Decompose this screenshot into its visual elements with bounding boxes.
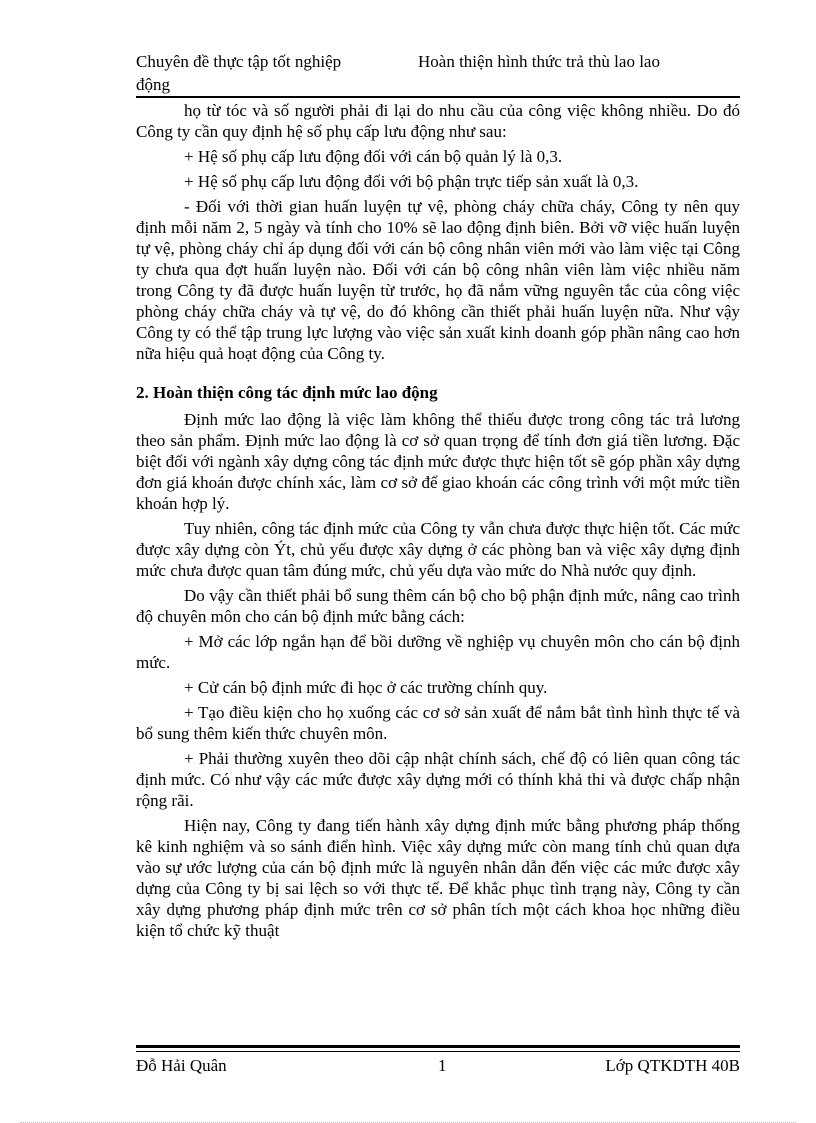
footer-author: Đỗ Hải Quân — [136, 1056, 227, 1075]
bullet-paragraph: + Tạo điều kiện cho họ xuống các cơ sở sản xuất để nắm bắt tình hình thực tế và bổ sung thêm kiến thức chuyên môn. — [136, 703, 740, 743]
section-heading: 2. Hoàn thiện công tác định mức lao động — [136, 383, 438, 402]
header-rule — [136, 96, 740, 98]
header-wrap-text: động — [136, 75, 170, 94]
document-body — [136, 100, 740, 941]
paragraph: họ từ tóc và số người phải đi lại do nhu cầu của công việc không nhiều. Do đó Công ty cần quy định hệ số phụ cấp lưu động như sau: — [136, 101, 740, 141]
page-number: 1 — [438, 1056, 447, 1075]
paragraph: Do vậy cần thiết phải bổ sung thêm cán bộ cho bộ phận định mức, nâng cao trình độ chuyên môn cho cán bộ định mức bằng cách: — [136, 586, 740, 626]
footer-class: Lớp QTKDTH 40B — [605, 1056, 740, 1075]
bullet-paragraph: + Phải thường xuyên theo dõi cập nhật chính sách, chế độ có liên quan công tác định mức. Có như vậy các mức được xây dựng mới có thính khả thi và được chấp nhận rộng rãi. — [136, 749, 740, 810]
bullet-paragraph: + Hệ số phụ cấp lưu động đối với cán bộ quản lý là 0,3. — [184, 147, 563, 166]
header-right-title: Hoàn thiện hình thức trả thù lao lao — [418, 52, 660, 71]
paragraph: - Đối với thời gian huấn luyện tự vệ, phòng cháy chữa cháy, Công ty nên quy định mỗi năm 2, 5 ngày và tính cho 10% sẽ lao động định biên. Bởi vỡ việc huấn luyện tự vệ, phòng cháy chỉ áp dụng đối với cán bộ công nhân viên mới vào làm việc tại Công ty chưa qua đợt huấn luyện nào. Đối với cán bộ công nhân viên làm việc nhiều năm trong Công ty đã được huấn luyện từ trước, họ đã nắm vững nguyên tắc của công việc phòng cháy chữa cháy và tự vệ, do đó không cần thiết phải huấn luyện nữa. Như vậy Công ty có thể tập trung lực lượng vào việc sản xuất kinh doanh góp phần nâng cao hơn nữa hiệu quả hoạt động của Công ty. — [136, 197, 740, 363]
bullet-paragraph: + Cử cán bộ định mức đi học ở các trường chính quy. — [184, 678, 548, 697]
paragraph: Tuy nhiên, công tác định mức của Công ty vẫn chưa được thực hiện tốt. Các mức được xây dựng còn Ýt, chủ yếu được xây dựng ở các phòng ban và việc xây dựng định mức chưa được quan tâm đúng mức, chủ yếu dựa vào mức do Nhà nước quy định. — [136, 519, 740, 580]
paragraph: Hiện nay, Công ty đang tiến hành xây dựng định mức bằng phương pháp thống kê kinh nghiệm và so sánh điển hình. Việc xây dựng mức còn mang tính chủ quan dựa vào sự ước lượng của cán bộ định mức là nguyên nhân dẫn đến việc các mức được xây dựng của Công ty bị sai lệch so với thực tế. Để khắc phục tình trạng này, Công ty cần xây dựng phương pháp định mức trên cơ sở phân tích một cách khoa học những điều kiện tổ chức kỹ thuật — [136, 816, 740, 940]
header-left-title: Chuyên đề thực tập tốt nghiệp — [136, 52, 342, 71]
paragraph: Định mức lao động là việc làm không thể thiếu được trong công tác trả lương theo sản phẩm. Định mức lao động là cơ sở quan trọng để tính đơn giá tiền lương. Đặc biệt đối với ngành xây dựng công tác định mức được thực hiện tốt sẽ góp phần xây dựng đơn giá khoán được chính xác, làm cơ sở để giao khoán các công trình với một mức tiền khoán hợp lý. — [136, 410, 740, 513]
page-header — [136, 50, 740, 96]
footer-rule-thick — [136, 1045, 740, 1048]
bullet-paragraph: + Mở các lớp ngắn hạn để bồi dưỡng về nghiệp vụ chuyên môn cho cán bộ định mức. — [136, 632, 740, 672]
bullet-paragraph: + Hệ số phụ cấp lưu động đối với bộ phận trực tiếp sản xuất là 0,3. — [184, 172, 639, 191]
footer-rule-thin — [136, 1051, 740, 1052]
